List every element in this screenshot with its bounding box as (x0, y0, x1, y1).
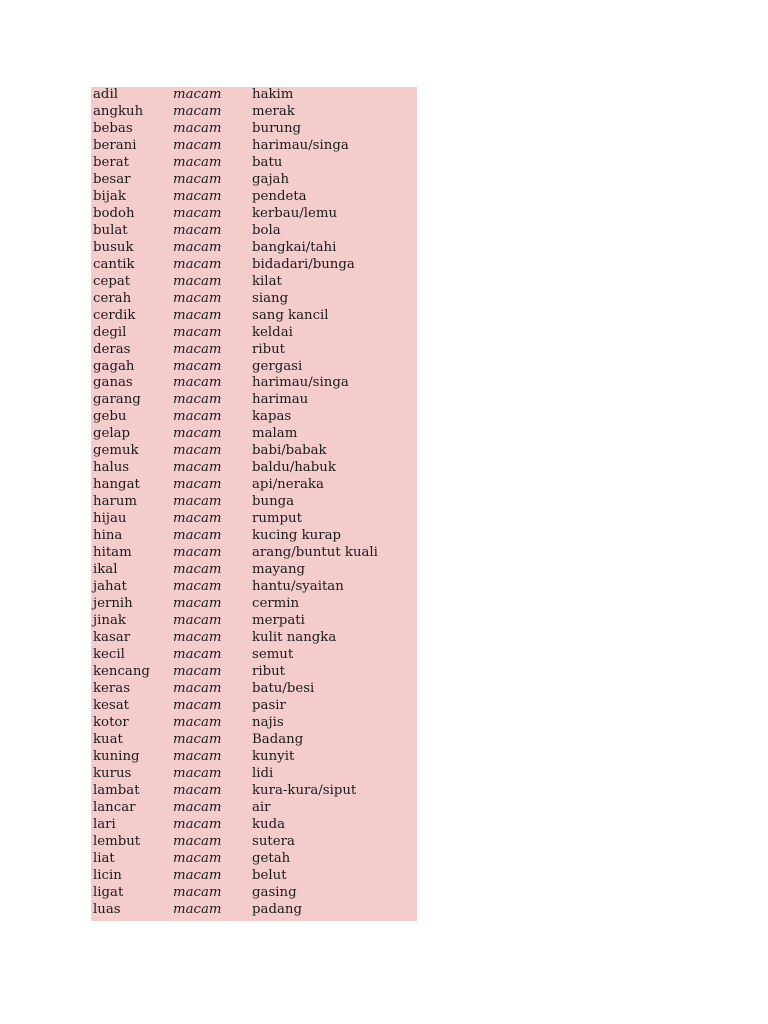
comparison-cell: kuda (252, 816, 286, 832)
adjective-cell: jahat (93, 579, 127, 595)
table-row (91, 443, 417, 460)
table-row (91, 749, 417, 766)
comparison-cell: mayang (252, 562, 306, 578)
comparison-cell: merak (252, 103, 295, 119)
adjective-cell: kasar (93, 630, 131, 645)
table-row (91, 291, 417, 308)
connector-cell: macam (173, 477, 222, 493)
adjective-cell: ligat (93, 884, 124, 900)
table-row (91, 104, 417, 121)
connector-cell: macam (173, 748, 222, 764)
connector-cell: macam (173, 630, 222, 645)
connector-cell: macam (173, 273, 222, 289)
connector-cell: macam (173, 222, 222, 238)
table-row (91, 325, 417, 342)
table-row (91, 715, 417, 732)
connector-cell: macam (173, 833, 222, 849)
connector-cell: macam (173, 579, 222, 595)
table-row (91, 868, 417, 885)
table-row (91, 545, 417, 562)
comparison-cell: getah (252, 850, 291, 866)
adjective-cell: kuning (93, 748, 140, 764)
connector-cell: macam (173, 120, 222, 136)
adjective-cell: bijak (93, 188, 126, 204)
connector-cell: macam (173, 562, 222, 578)
comparison-cell: kulit nangka (252, 630, 337, 645)
table-row (91, 596, 417, 613)
comparison-cell: ribut (252, 341, 286, 357)
table-row (91, 87, 417, 104)
connector-cell: macam (173, 443, 222, 459)
adjective-cell: ikal (93, 562, 118, 578)
comparison-cell: hakim (252, 87, 294, 102)
adjective-cell: liat (93, 850, 115, 866)
simile-rows (91, 87, 417, 918)
connector-cell: macam (173, 256, 222, 272)
comparison-cell: gasing (252, 884, 297, 900)
table-row (91, 409, 417, 426)
adjective-cell: cantik (93, 256, 135, 272)
connector-cell: macam (173, 765, 222, 781)
comparison-cell: batu (252, 154, 283, 170)
comparison-cell: api/neraka (252, 477, 324, 493)
connector-cell: macam (173, 596, 222, 612)
connector-cell: macam (173, 528, 222, 544)
comparison-cell: lidi (252, 765, 274, 781)
comparison-cell: harimau/singa (252, 137, 349, 153)
table-row (91, 681, 417, 698)
adjective-cell: hangat (93, 477, 140, 493)
comparison-cell: kilat (252, 273, 282, 289)
table-row (91, 647, 417, 664)
table-row (91, 562, 417, 579)
table-row (91, 851, 417, 868)
comparison-cell: Badang (252, 731, 304, 747)
connector-cell: macam (173, 613, 222, 629)
adjective-cell: hijau (93, 511, 127, 527)
table-row (91, 257, 417, 274)
table-row (91, 698, 417, 715)
table-row (91, 885, 417, 902)
adjective-cell: kuat (93, 731, 123, 747)
adjective-cell: berani (93, 137, 137, 153)
connector-cell: macam (173, 375, 222, 391)
comparison-cell: sang kancil (252, 307, 329, 323)
table-row (91, 240, 417, 257)
comparison-cell: bidadari/bunga (252, 256, 355, 272)
connector-cell: macam (173, 171, 222, 187)
connector-cell: macam (173, 137, 222, 153)
connector-cell: macam (173, 884, 222, 900)
adjective-cell: cerah (93, 290, 132, 306)
connector-cell: macam (173, 850, 222, 866)
comparison-cell: kucing kurap (252, 528, 342, 544)
table-row (91, 766, 417, 783)
adjective-cell: angkuh (93, 103, 144, 119)
comparison-cell: pendeta (252, 188, 307, 204)
table-row (91, 359, 417, 376)
adjective-cell: berat (93, 154, 130, 170)
adjective-cell: jinak (93, 613, 126, 629)
comparison-cell: najis (252, 714, 284, 730)
adjective-cell: cerdik (93, 307, 136, 323)
adjective-cell: lembut (93, 833, 141, 849)
table-row (91, 494, 417, 511)
table-row (91, 800, 417, 817)
comparison-cell: bangkai/tahi (252, 239, 337, 255)
adjective-cell: bulat (93, 222, 128, 238)
table-row (91, 308, 417, 325)
table-row (91, 477, 417, 494)
comparison-cell: hantu/syaitan (252, 579, 344, 595)
table-row (91, 342, 417, 359)
adjective-cell: hitam (93, 545, 132, 561)
adjective-cell: hina (93, 528, 123, 544)
adjective-cell: keras (93, 680, 131, 696)
comparison-cell: gajah (252, 171, 290, 187)
table-row (91, 460, 417, 477)
comparison-cell: keldai (252, 324, 293, 340)
table-row (91, 426, 417, 443)
table-row (91, 817, 417, 834)
table-row (91, 511, 417, 528)
table-row (91, 189, 417, 206)
connector-cell: macam (173, 867, 222, 883)
adjective-cell: bodoh (93, 205, 135, 221)
adjective-cell: gemuk (93, 443, 139, 459)
table-row (91, 834, 417, 851)
connector-cell: macam (173, 816, 222, 832)
table-row (91, 664, 417, 681)
table-row (91, 206, 417, 223)
comparison-cell: batu/besi (252, 680, 315, 696)
comparison-cell: padang (252, 901, 302, 917)
comparison-cell: bunga (252, 494, 295, 510)
adjective-cell: lambat (93, 782, 140, 798)
table-row (91, 223, 417, 240)
comparison-cell: baldu/habuk (252, 460, 336, 476)
comparison-cell: sutera (252, 833, 295, 849)
adjective-cell: cepat (93, 273, 131, 289)
adjective-cell: gagah (93, 358, 135, 374)
adjective-cell: licin (93, 867, 122, 883)
connector-cell: macam (173, 188, 222, 204)
table-row (91, 274, 417, 291)
connector-cell: macam (173, 358, 222, 374)
connector-cell: macam (173, 409, 222, 425)
adjective-cell: busuk (93, 239, 134, 255)
table-row (91, 902, 417, 919)
comparison-cell: cermin (252, 596, 300, 612)
comparison-cell: kunyit (252, 748, 295, 764)
connector-cell: macam (173, 646, 222, 662)
comparison-cell: kura-kura/siput (252, 782, 357, 798)
comparison-cell: burung (252, 120, 302, 136)
adjective-cell: lancar (93, 799, 136, 815)
connector-cell: macam (173, 290, 222, 306)
connector-cell: macam (173, 511, 222, 527)
adjective-cell: kecil (93, 646, 125, 662)
comparison-cell: harimau (252, 392, 309, 408)
table-row (91, 392, 417, 409)
adjective-cell: deras (93, 341, 131, 357)
connector-cell: macam (173, 205, 222, 221)
connector-cell: macam (173, 697, 222, 713)
adjective-cell: ganas (93, 375, 133, 391)
connector-cell: macam (173, 392, 222, 408)
comparison-cell: kerbau/lemu (252, 205, 338, 221)
adjective-cell: bebas (93, 120, 133, 136)
comparison-cell: babi/babak (252, 443, 327, 459)
connector-cell: macam (173, 460, 222, 476)
comparison-cell: arang/buntut kuali (252, 545, 378, 561)
connector-cell: macam (173, 663, 222, 679)
connector-cell: macam (173, 87, 222, 102)
connector-cell: macam (173, 494, 222, 510)
connector-cell: macam (173, 239, 222, 255)
comparison-cell: merpati (252, 613, 305, 629)
connector-cell: macam (173, 782, 222, 798)
adjective-cell: kesat (93, 697, 130, 713)
table-row (91, 630, 417, 647)
connector-cell: macam (173, 341, 222, 357)
adjective-cell: kotor (93, 714, 129, 730)
adjective-cell: luas (93, 901, 121, 917)
connector-cell: macam (173, 307, 222, 323)
table-row (91, 783, 417, 800)
adjective-cell: adil (93, 87, 118, 102)
connector-cell: macam (173, 799, 222, 815)
table-row (91, 172, 417, 189)
adjective-cell: halus (93, 460, 130, 476)
table-row (91, 121, 417, 138)
comparison-cell: gergasi (252, 358, 303, 374)
adjective-cell: harum (93, 494, 138, 510)
comparison-cell: siang (252, 290, 289, 306)
table-row (91, 613, 417, 630)
connector-cell: macam (173, 426, 222, 442)
table-row (91, 375, 417, 392)
table-row (91, 528, 417, 545)
comparison-cell: air (252, 799, 271, 815)
adjective-cell: gelap (93, 426, 131, 442)
connector-cell: macam (173, 731, 222, 747)
table-row (91, 138, 417, 155)
adjective-cell: garang (93, 392, 141, 408)
comparison-cell: pasir (252, 697, 286, 713)
adjective-cell: gebu (93, 409, 127, 425)
connector-cell: macam (173, 714, 222, 730)
connector-cell: macam (173, 545, 222, 561)
connector-cell: macam (173, 324, 222, 340)
comparison-cell: belut (252, 867, 287, 883)
comparison-cell: harimau/singa (252, 375, 349, 391)
adjective-cell: besar (93, 171, 131, 187)
connector-cell: macam (173, 154, 222, 170)
adjective-cell: jernih (93, 596, 133, 612)
simile-table (91, 87, 417, 921)
comparison-cell: malam (252, 426, 298, 442)
comparison-cell: kapas (252, 409, 292, 425)
comparison-cell: rumput (252, 511, 302, 527)
comparison-cell: semut (252, 646, 294, 662)
table-row (91, 155, 417, 172)
adjective-cell: degil (93, 324, 127, 340)
comparison-cell: bola (252, 222, 281, 238)
connector-cell: macam (173, 680, 222, 696)
table-row (91, 732, 417, 749)
connector-cell: macam (173, 103, 222, 119)
connector-cell: macam (173, 901, 222, 917)
adjective-cell: kencang (93, 663, 150, 679)
table-row (91, 579, 417, 596)
comparison-cell: ribut (252, 663, 286, 679)
adjective-cell: lari (93, 816, 116, 832)
adjective-cell: kurus (93, 765, 132, 781)
